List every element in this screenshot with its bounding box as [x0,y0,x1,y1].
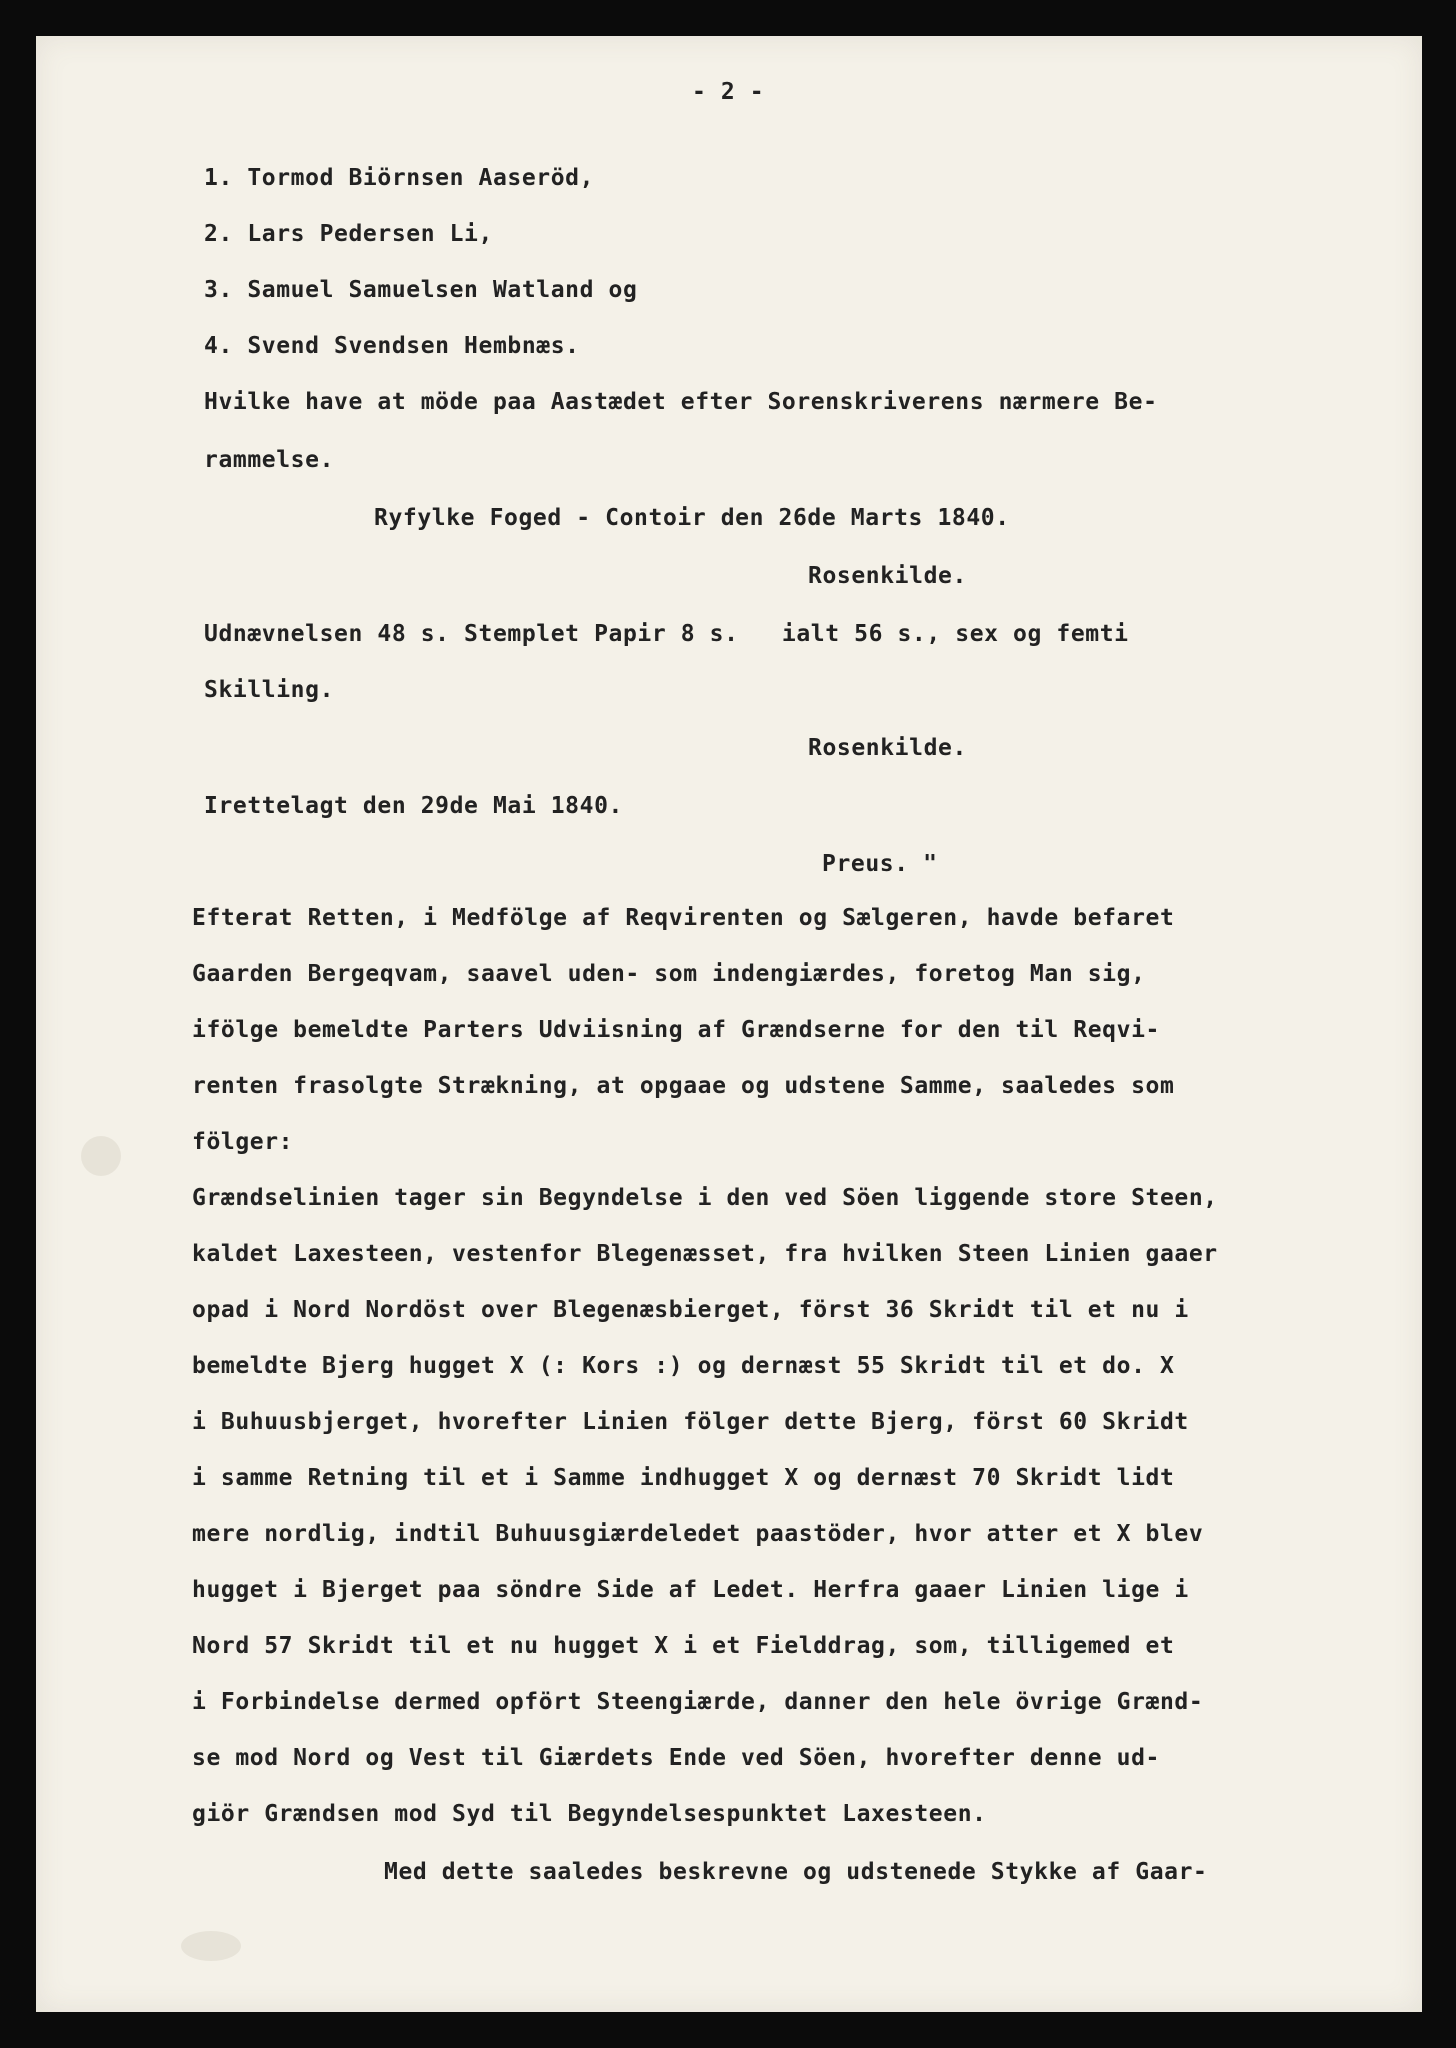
signature-line: Rosenkilde. [808,735,967,761]
text-line: i Forbindelse dermed opfört Steengiærde, danner den hele övrige Grænd- [192,1689,1204,1715]
text-line: rammelse. [204,447,335,473]
text-line: 2. Lars Pedersen Li, [204,221,493,247]
typed-text [36,36,1422,2012]
text-line: Nord 57 Skridt til et nu hugget X i et Fielddrag, som, tilligemed et [192,1633,1175,1659]
document-page [36,36,1422,2012]
text-line: mere nordlig, indtil Buhuusgiærdeledet paastöder, hvor atter et X blev [192,1521,1204,1547]
signature-line: Rosenkilde. [808,563,967,589]
text-line: i Buhuusbjerget, hvorefter Linien fölger dette Bjerg, först 60 Skridt [192,1409,1189,1435]
text-line: se mod Nord og Vest til Giærdets Ende ved Söen, hvorefter denne ud- [192,1745,1160,1771]
text-line: Gaarden Bergeqvam, saavel uden- som indengiærdes, foretog Man sig, [192,961,1146,987]
text-line: Ryfylke Foged - Contoir den 26de Marts 1840. [374,505,1010,531]
text-line: ifölge bemeldte Parters Udviisning af Grændserne for den til Reqvi- [192,1017,1160,1043]
text-line: 3. Samuel Samuelsen Watland og [204,277,638,303]
text-line: Med dette saaledes beskrevne og udstenede Stykke af Gaar- [384,1859,1208,1885]
text-line: Udnævnelsen 48 s. Stemplet Papir 8 s. ialt 56 s., sex og femti [204,621,1129,647]
text-line: hugget i Bjerget paa söndre Side af Ledet. Herfra gaaer Linien lige i [192,1577,1189,1603]
text-line: 4. Svend Svendsen Hembnæs. [204,333,580,359]
text-line: Grændselinien tager sin Begyndelse i den ved Söen liggende store Steen, [192,1185,1218,1211]
text-line: Skilling. [204,677,335,703]
text-line: 1. Tormod Biörnsen Aaseröd, [204,165,595,191]
signature-line: Preus. " [822,851,938,877]
text-line: Efterat Retten, i Medfölge af Reqvirenten og Sælgeren, havde befaret [192,905,1175,931]
page-number: - 2 - [692,79,765,105]
text-line: fölger: [192,1129,294,1155]
text-line: Hvilke have at möde paa Aastædet efter Sorenskriverens nærmere Be- [204,389,1158,415]
text-line: kaldet Laxesteen, vestenfor Blegenæsset, fra hvilken Steen Linien gaaer [192,1241,1218,1267]
text-line: opad i Nord Nordöst over Blegenæsbierget, först 36 Skridt til et nu i [192,1297,1189,1323]
text-line: Irettelagt den 29de Mai 1840. [204,793,623,819]
text-line: bemeldte Bjerg hugget X (: Kors :) og dernæst 55 Skridt til et do. X [192,1353,1175,1379]
text-line: giör Grændsen mod Syd til Begyndelsespunktet Laxesteen. [192,1801,987,1827]
text-line: i samme Retning til et i Samme indhugget X og dernæst 70 Skridt lidt [192,1465,1175,1491]
text-line: renten frasolgte Strækning, at opgaae og udstene Samme, saaledes som [192,1073,1175,1099]
